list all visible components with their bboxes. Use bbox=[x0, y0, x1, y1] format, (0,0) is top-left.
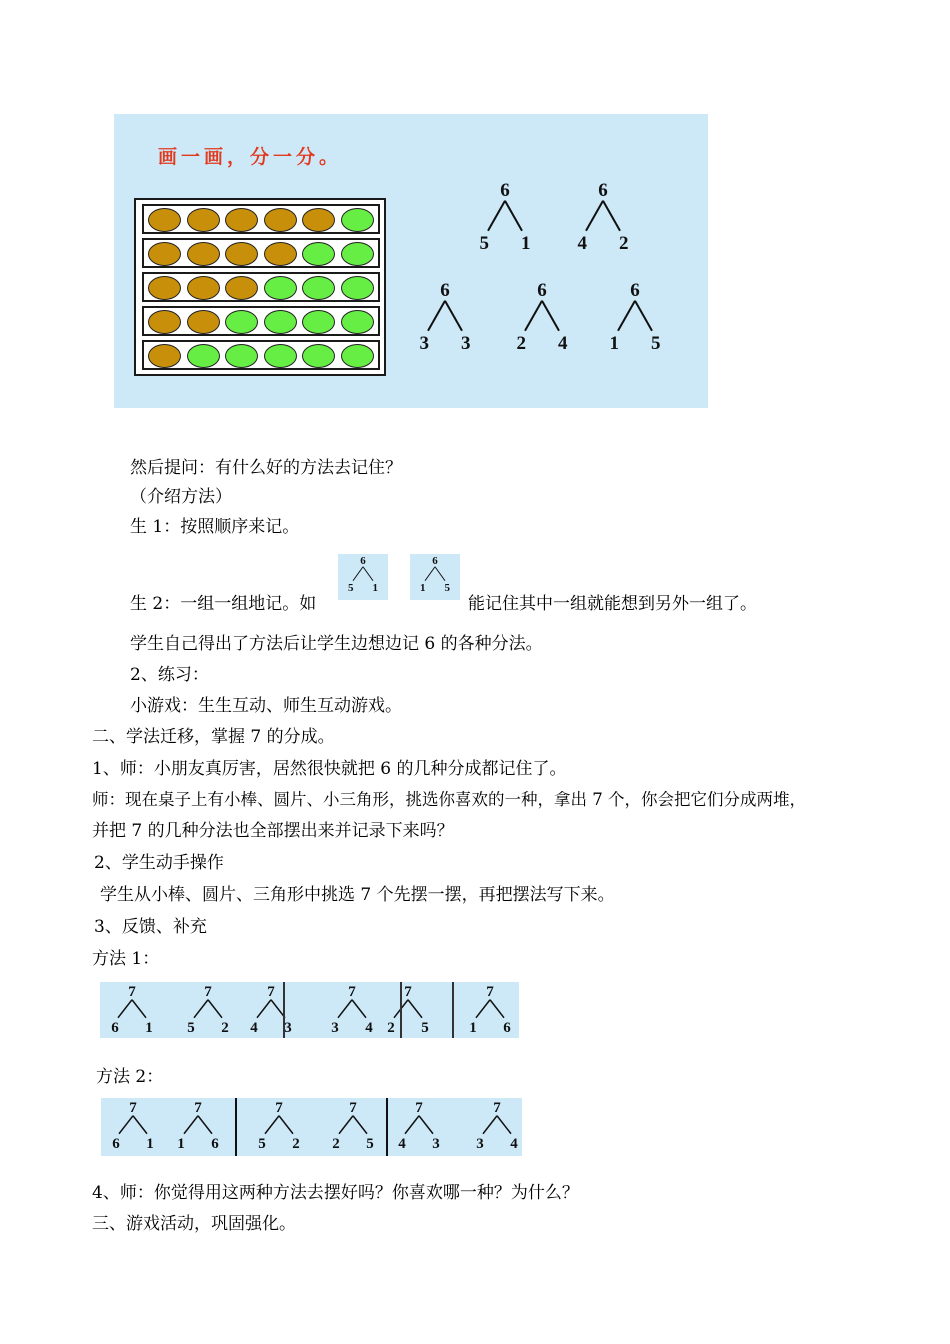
brown-bead bbox=[148, 208, 181, 232]
text-line-17: 4、师：你觉得用这两种方法去摆好吗？你喜欢哪一种？为什么？ bbox=[92, 1183, 579, 1203]
method1-tree-left-3: 3 bbox=[331, 1020, 339, 1036]
method2-tree-left-3: 2 bbox=[332, 1136, 340, 1152]
brown-bead bbox=[148, 344, 181, 368]
method2-tree-left-1: 1 bbox=[177, 1136, 185, 1152]
method1-separator bbox=[283, 982, 285, 1038]
green-bead bbox=[264, 276, 297, 300]
method2-tree-right-3: 5 bbox=[366, 1136, 374, 1152]
method2-tree-branch-right-3 bbox=[353, 1116, 367, 1134]
inline-tree-box-2 bbox=[410, 554, 460, 600]
green-bead bbox=[302, 310, 335, 334]
slide-tree-branch-right-3 bbox=[542, 301, 559, 331]
inline-tree-top-0: 6 bbox=[360, 555, 366, 567]
method2-tree-top-0: 7 bbox=[129, 1100, 137, 1116]
bead-row bbox=[142, 340, 380, 370]
brown-bead bbox=[302, 208, 335, 232]
method2-tree-top-3: 7 bbox=[349, 1100, 357, 1116]
method1-tree-branch-left-2 bbox=[257, 1000, 271, 1018]
slide-tree-right-1: 2 bbox=[619, 232, 629, 254]
inline-tree-left-0: 5 bbox=[348, 582, 354, 595]
method1-tree-top-5: 7 bbox=[486, 984, 494, 1000]
slide-trees bbox=[394, 174, 694, 374]
text-line-15: 方法 1： bbox=[92, 949, 160, 969]
text-line-4a: 生 2：一组一组地记。如 bbox=[130, 594, 317, 614]
brown-bead bbox=[225, 242, 258, 266]
brown-bead bbox=[264, 242, 297, 266]
text-line-11: 并把 7 的几种分法也全部摆出来并记录下来吗？ bbox=[92, 821, 454, 841]
method2-tree-top-5: 7 bbox=[493, 1100, 501, 1116]
method1-tree-right-4: 5 bbox=[421, 1020, 429, 1036]
inline-tree-branch-right-0 bbox=[363, 567, 373, 581]
method2-tree-top-2: 7 bbox=[275, 1100, 283, 1116]
method1-separator bbox=[400, 982, 402, 1038]
slide-tree-right-4: 5 bbox=[651, 332, 661, 354]
slide-tree-branch-left-0 bbox=[488, 201, 505, 231]
inline-tree-right-1: 5 bbox=[444, 582, 450, 595]
green-bead bbox=[341, 208, 374, 232]
method2-tree-left-0: 6 bbox=[112, 1136, 120, 1152]
green-bead bbox=[264, 344, 297, 368]
bead-row bbox=[142, 272, 380, 302]
method1-tree-branch-right-4 bbox=[408, 1000, 422, 1018]
slide-tree-branch-left-2 bbox=[428, 301, 445, 331]
method2-tree-right-5: 4 bbox=[510, 1136, 518, 1152]
text-line-18: 三、游戏活动，巩固强化。 bbox=[92, 1214, 296, 1234]
slide-tree-right-2: 3 bbox=[461, 332, 471, 354]
method1-tree-top-3: 7 bbox=[348, 984, 356, 1000]
method1-tree-right-5: 6 bbox=[503, 1020, 511, 1036]
method2-tree-right-0: 1 bbox=[146, 1136, 154, 1152]
inline-tree-branch-right-1 bbox=[435, 567, 445, 581]
method1-tree-branch-left-0 bbox=[118, 1000, 132, 1018]
green-bead bbox=[341, 276, 374, 300]
method1-tree-branch-right-5 bbox=[490, 1000, 504, 1018]
method1-separator bbox=[452, 982, 454, 1038]
text-line-2: （介绍方法） bbox=[130, 487, 232, 507]
slide-tree-branch-left-3 bbox=[525, 301, 542, 331]
slide-title: 画一画，分一分。 bbox=[158, 146, 343, 168]
inline-tree-2 bbox=[410, 554, 460, 600]
inline-tree-top-1: 6 bbox=[432, 555, 438, 567]
method2-tree-branch-right-2 bbox=[279, 1116, 293, 1134]
method1-tree-branch-right-3 bbox=[352, 1000, 366, 1018]
method2-tree-top-4: 7 bbox=[415, 1100, 423, 1116]
green-bead bbox=[302, 276, 335, 300]
green-bead bbox=[341, 242, 374, 266]
slide-tree-top-0: 6 bbox=[500, 180, 510, 201]
slide-panel bbox=[114, 114, 708, 408]
inline-tree-right-0: 1 bbox=[372, 582, 378, 595]
green-bead bbox=[341, 344, 374, 368]
slide-tree-top-3: 6 bbox=[537, 280, 547, 301]
brown-bead bbox=[148, 276, 181, 300]
text-line-13: 学生从小棒、圆片、三角形中挑选 7 个先摆一摆，再把摆法写下来。 bbox=[100, 885, 615, 905]
green-bead bbox=[225, 310, 258, 334]
method2-tree-left-5: 3 bbox=[476, 1136, 484, 1152]
slide-tree-left-2: 3 bbox=[419, 332, 429, 354]
inline-tree-branch-left-1 bbox=[425, 567, 435, 581]
method2-tree-branch-left-0 bbox=[119, 1116, 133, 1134]
method2-strip bbox=[101, 1098, 522, 1156]
method1-tree-right-3: 4 bbox=[365, 1020, 373, 1036]
inline-tree-box-1 bbox=[338, 554, 388, 600]
method2-tree-top-1: 7 bbox=[194, 1100, 202, 1116]
method1-tree-top-0: 7 bbox=[128, 984, 136, 1000]
method2-separator bbox=[386, 1098, 388, 1156]
brown-bead bbox=[187, 310, 220, 334]
green-bead bbox=[264, 310, 297, 334]
brown-bead bbox=[148, 310, 181, 334]
slide-tree-left-0: 5 bbox=[479, 232, 489, 254]
slide-tree-branch-left-4 bbox=[618, 301, 635, 331]
brown-bead bbox=[225, 276, 258, 300]
slide-tree-top-1: 6 bbox=[598, 180, 608, 201]
method2-tree-branch-left-1 bbox=[184, 1116, 198, 1134]
method1-strip bbox=[100, 982, 519, 1038]
method1-tree-top-4: 7 bbox=[404, 984, 412, 1000]
method1-tree-left-4: 2 bbox=[387, 1020, 395, 1036]
slide-tree-left-3: 2 bbox=[516, 332, 526, 354]
method2-separator bbox=[235, 1098, 237, 1156]
slide-tree-top-4: 6 bbox=[630, 280, 640, 301]
text-line-9: 1、师：小朋友真厉害，居然很快就把 6 的几种分成都记住了。 bbox=[92, 759, 567, 779]
brown-bead bbox=[225, 208, 258, 232]
text-line-10: 师：现在桌子上有小棒、圆片、小三角形，挑选你喜欢的一种，拿出 7 个，你会把它们分成两堆， bbox=[92, 790, 806, 809]
method2-tree-left-4: 4 bbox=[398, 1136, 406, 1152]
method1-tree-branch-right-0 bbox=[132, 1000, 146, 1018]
text-line-7: 小游戏：生生互动、师生互动游戏。 bbox=[130, 696, 402, 716]
green-bead bbox=[187, 344, 220, 368]
method2-tree-right-2: 2 bbox=[292, 1136, 300, 1152]
slide-tree-branch-right-4 bbox=[635, 301, 652, 331]
slide-tree-left-1: 4 bbox=[577, 232, 587, 254]
green-bead bbox=[302, 344, 335, 368]
slide-tree-branch-left-1 bbox=[586, 201, 603, 231]
method2-tree-right-1: 6 bbox=[211, 1136, 219, 1152]
method2-tree-branch-right-5 bbox=[497, 1116, 511, 1134]
inline-tree-1 bbox=[338, 554, 388, 600]
method2-tree-left-2: 5 bbox=[258, 1136, 266, 1152]
method1-tree-right-0: 1 bbox=[145, 1020, 153, 1036]
brown-bead bbox=[187, 208, 220, 232]
method1-tree-top-1: 7 bbox=[204, 984, 212, 1000]
text-line-6: 2、练习： bbox=[130, 665, 209, 685]
text-line-8: 二、学法迁移，掌握 7 的分成。 bbox=[92, 727, 335, 747]
method2-tree-branch-left-3 bbox=[339, 1116, 353, 1134]
slide-tree-top-2: 6 bbox=[440, 280, 450, 301]
slide-tree-branch-right-2 bbox=[445, 301, 462, 331]
method1-tree-left-5: 1 bbox=[469, 1020, 477, 1036]
brown-bead bbox=[264, 208, 297, 232]
text-line-12: 2、学生动手操作 bbox=[94, 853, 224, 873]
text-line-14: 3、反馈、补充 bbox=[94, 917, 207, 937]
method1-trees bbox=[100, 982, 519, 1038]
bead-row bbox=[142, 204, 380, 234]
slide-tree-left-4: 1 bbox=[609, 332, 619, 354]
green-bead bbox=[302, 242, 335, 266]
green-bead bbox=[341, 310, 374, 334]
text-line-1: 然后提问：有什么好的方法去记住？ bbox=[130, 458, 402, 478]
text-line-16: 方法 2： bbox=[96, 1067, 164, 1087]
brown-bead bbox=[187, 276, 220, 300]
slide-tree-right-3: 4 bbox=[558, 332, 568, 354]
method1-tree-left-2: 4 bbox=[250, 1020, 258, 1036]
slide-tree-branch-right-1 bbox=[603, 201, 620, 231]
text-line-3: 生 1：按照顺序来记。 bbox=[130, 517, 300, 537]
bead-row bbox=[142, 306, 380, 336]
method1-tree-top-2: 7 bbox=[267, 984, 275, 1000]
text-line-4b: 能记住其中一组就能想到另外一组了。 bbox=[468, 594, 757, 614]
method1-tree-branch-left-1 bbox=[194, 1000, 208, 1018]
method2-tree-branch-left-2 bbox=[265, 1116, 279, 1134]
slide-tree-right-0: 1 bbox=[521, 232, 531, 254]
bead-row bbox=[142, 238, 380, 268]
slide-tree-branch-right-0 bbox=[505, 201, 522, 231]
method2-tree-branch-left-4 bbox=[405, 1116, 419, 1134]
method2-tree-branch-right-1 bbox=[198, 1116, 212, 1134]
bead-frame bbox=[134, 198, 386, 376]
method2-tree-branch-right-0 bbox=[133, 1116, 147, 1134]
brown-bead bbox=[148, 242, 181, 266]
brown-bead bbox=[187, 242, 220, 266]
method2-trees bbox=[101, 1098, 522, 1156]
method2-tree-branch-left-5 bbox=[483, 1116, 497, 1134]
method2-tree-branch-right-4 bbox=[419, 1116, 433, 1134]
method1-tree-left-1: 5 bbox=[187, 1020, 195, 1036]
method1-tree-left-0: 6 bbox=[111, 1020, 119, 1036]
method1-tree-branch-left-3 bbox=[338, 1000, 352, 1018]
method1-tree-right-1: 2 bbox=[221, 1020, 229, 1036]
inline-tree-left-1: 1 bbox=[420, 582, 426, 595]
method1-tree-branch-left-5 bbox=[476, 1000, 490, 1018]
text-line-5: 学生自己得出了方法后让学生边想边记 6 的各种分法。 bbox=[130, 634, 543, 654]
method2-tree-right-4: 3 bbox=[432, 1136, 440, 1152]
method1-tree-branch-right-1 bbox=[208, 1000, 222, 1018]
green-bead bbox=[225, 344, 258, 368]
method1-tree-right-2: 3 bbox=[284, 1020, 292, 1036]
inline-tree-branch-left-0 bbox=[353, 567, 363, 581]
